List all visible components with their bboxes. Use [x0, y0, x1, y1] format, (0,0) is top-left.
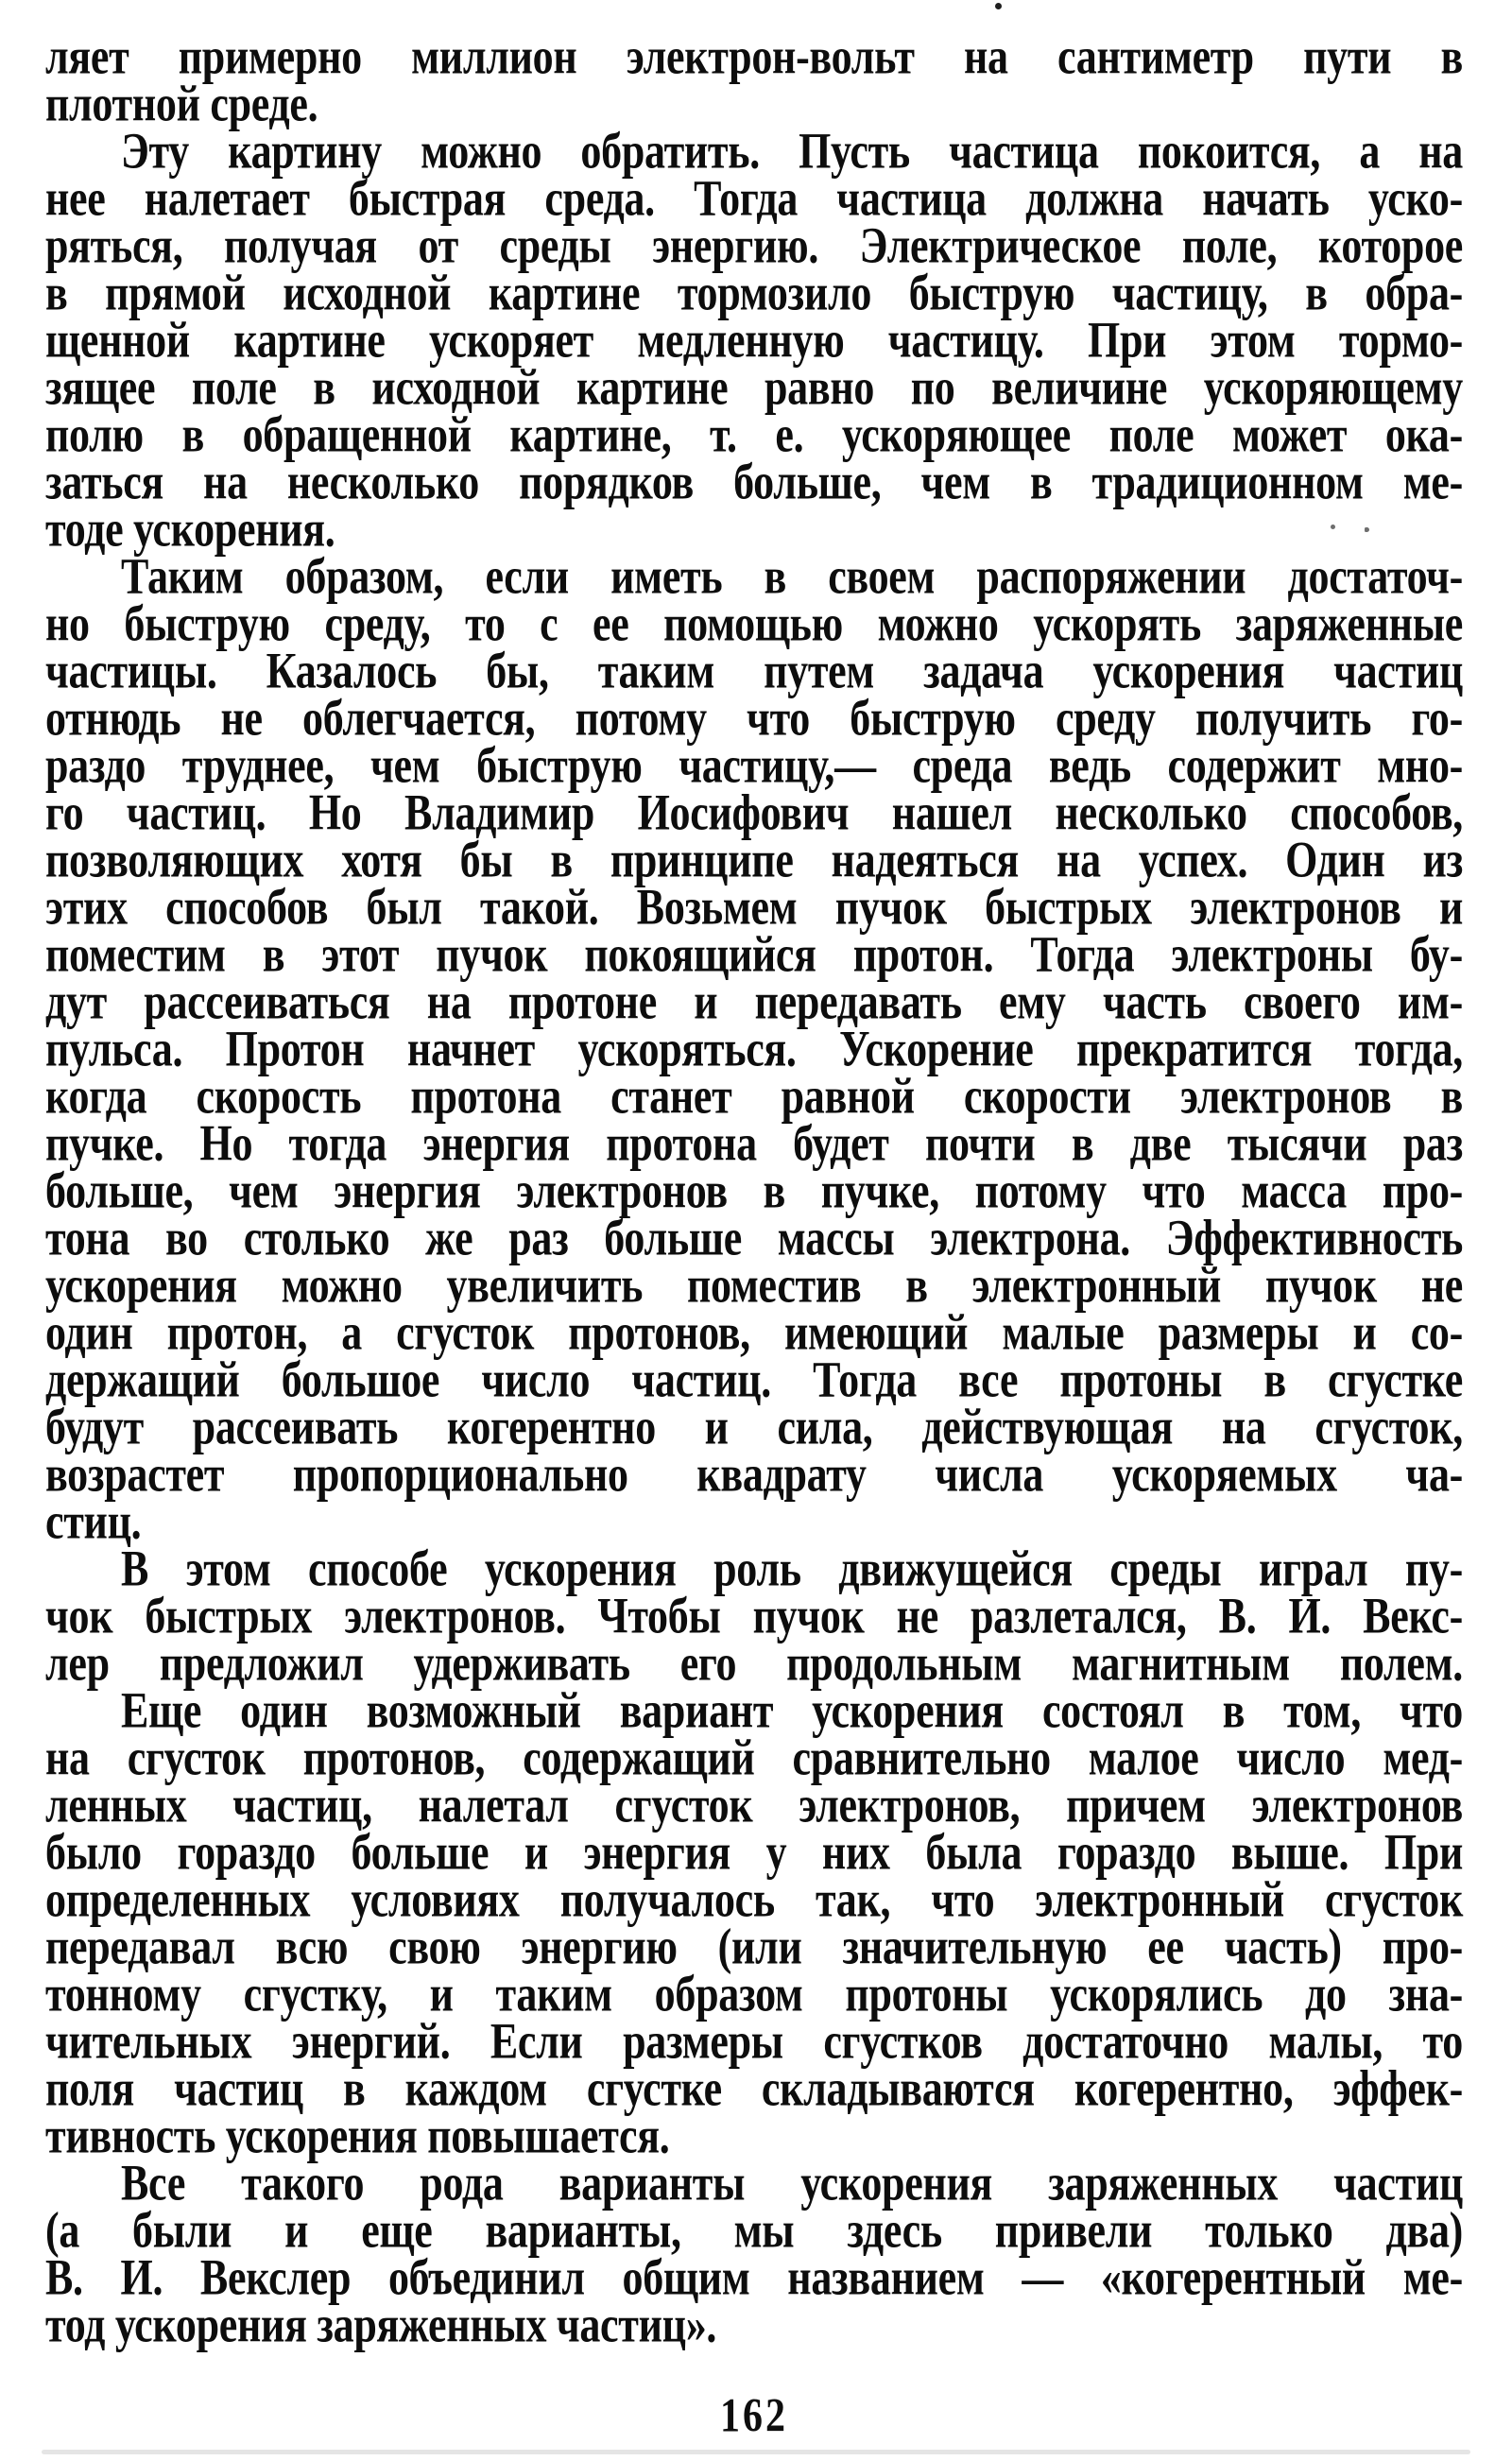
- text-line: (а были и еще варианты, мы здесь привели только два): [45, 2201, 1463, 2259]
- scan-speck: [995, 3, 1002, 9]
- text-line: стиц.: [45, 1492, 142, 1550]
- text-line: когда скорость протона станет равной скорости электронов в: [45, 1067, 1463, 1125]
- text-line: Эту картину можно обратить. Пусть частица покоится, а на: [121, 122, 1463, 180]
- text-line: ускорения можно увеличить поместив в электронный пучок не: [45, 1256, 1463, 1314]
- text-line: на сгусток протонов, содержащий сравнительно малое число мед-: [45, 1729, 1463, 1786]
- text-line: поместим в этот пучок покоящийся протон. Тогда электроны бу-: [45, 925, 1463, 983]
- text-line: тонному сгустку, и таким образом протоны ускорялись до зна-: [45, 1965, 1463, 2022]
- text-line: поля частиц в каждом сгустке складываются когерентно, эффек-: [45, 2059, 1463, 2117]
- text-line: щенной картине ускоряет медленную частицу. При этом тормо-: [45, 311, 1463, 369]
- text-line: дут рассеиваться на протоне и передавать ему часть своего им-: [45, 972, 1463, 1030]
- scan-edge-smudge: [42, 2450, 1470, 2454]
- text-line: В. И. Векслер объединил общим названием — «когерентный ме-: [45, 2248, 1463, 2306]
- text-line: отнюдь не облегчается, потому что быструю среду получить го-: [45, 689, 1463, 747]
- text-line: плотной среде.: [45, 75, 318, 132]
- text-line: В этом способе ускорения роль движущейся среды играл пу-: [121, 1540, 1463, 1597]
- text-line: будут рассеивать когерентно и сила, действующая на сгусток,: [45, 1398, 1463, 1455]
- text-line: ленных частиц, налетал сгусток электронов, причем электронов: [45, 1776, 1463, 1833]
- text-line: больше, чем энергия электронов в пучке, потому что масса про-: [45, 1162, 1463, 1219]
- text-line: пульса. Протон начнет ускоряться. Ускорение прекратится тогда,: [45, 1020, 1463, 1077]
- text-line: но быструю среду, то с ее помощью можно ускорять заряженные: [45, 594, 1463, 652]
- text-line: возрастет пропорционально квадрату числа ускоряемых ча-: [45, 1445, 1463, 1503]
- text-line: заться на несколько порядков больше, чем в традиционном ме-: [45, 453, 1463, 510]
- text-line: Еще один возможный вариант ускорения состоял в том, что: [121, 1681, 1463, 1739]
- text-line: чительных энергий. Если размеры сгустков достаточно малы, то: [45, 2012, 1463, 2070]
- text-line: ряться, получая от среды энергию. Электрическое поле, которое: [45, 216, 1463, 274]
- text-line: определенных условиях получалось так, что электронный сгусток: [45, 1870, 1463, 1928]
- text-line: тод ускорения заряженных частиц».: [45, 2296, 717, 2353]
- paragraph: [45, 1540, 1463, 1692]
- text-line: передавал всю свою энергию (или значительную ее часть) про-: [45, 1918, 1463, 1975]
- text-line: было гораздо больше и энергия у них была гораздо выше. При: [45, 1823, 1463, 1881]
- text-line: один протон, а сгусток протонов, имеющий малые размеры и со-: [45, 1303, 1463, 1361]
- text-line: чок быстрых электронов. Чтобы пучок не разлетался, В. И. Векс-: [45, 1587, 1463, 1644]
- paragraph: [45, 122, 1463, 558]
- text-line: лер предложил удерживать его продольным магнитным полем.: [45, 1634, 1463, 1692]
- paragraph: [45, 547, 1463, 1550]
- text-line: этих способов был такой. Возьмем пучок быстрых электронов и: [45, 878, 1463, 936]
- text-line: пучке. Но тогда энергия протона будет почти в две тысячи раз: [45, 1114, 1463, 1172]
- text-line: тивность ускорения повышается.: [45, 2107, 670, 2164]
- scan-speck: [1365, 527, 1369, 532]
- text-line: тона во столько же раз больше массы электрона. Эффективность: [45, 1209, 1463, 1266]
- text-line: ляет примерно миллион электрон-вольт на сантиметр пути в: [45, 27, 1463, 85]
- page-number: 162: [720, 2390, 788, 2443]
- text-line: зящее поле в исходной картине равно по величине ускоряющему: [45, 358, 1463, 416]
- text-line: раздо труднее, чем быструю частицу,— среда ведь содержит мно-: [45, 736, 1463, 794]
- text-line: тоде ускорения.: [45, 500, 335, 558]
- text-line: полю в обращенной картине, т. е. ускоряющее поле может ока-: [45, 405, 1463, 463]
- text-line: в прямой исходной картине тормозило быструю частицу, в обра-: [45, 264, 1463, 321]
- paragraph: [45, 27, 1463, 132]
- page-text: [45, 27, 1463, 2353]
- text-line: Таким образом, если иметь в своем распоряжении достаточ-: [121, 547, 1463, 605]
- text-line: позволяющих хотя бы в принципе надеяться на успех. Один из: [45, 831, 1463, 888]
- text-line: держащий большое число частиц. Тогда все протоны в сгустке: [45, 1351, 1463, 1408]
- scan-speck: [1331, 525, 1335, 529]
- text-line: Все такого рода варианты ускорения заряженных частиц: [121, 2154, 1463, 2211]
- text-line: нее налетает быстрая среда. Тогда частица должна начать уско-: [45, 169, 1463, 227]
- text-line: частицы. Казалось бы, таким путем задача ускорения частиц: [45, 642, 1463, 699]
- text-line: го частиц. Но Владимир Иосифович нашел несколько способов,: [45, 783, 1463, 841]
- paragraph: [45, 1681, 1463, 2164]
- paragraph: [45, 2154, 1463, 2353]
